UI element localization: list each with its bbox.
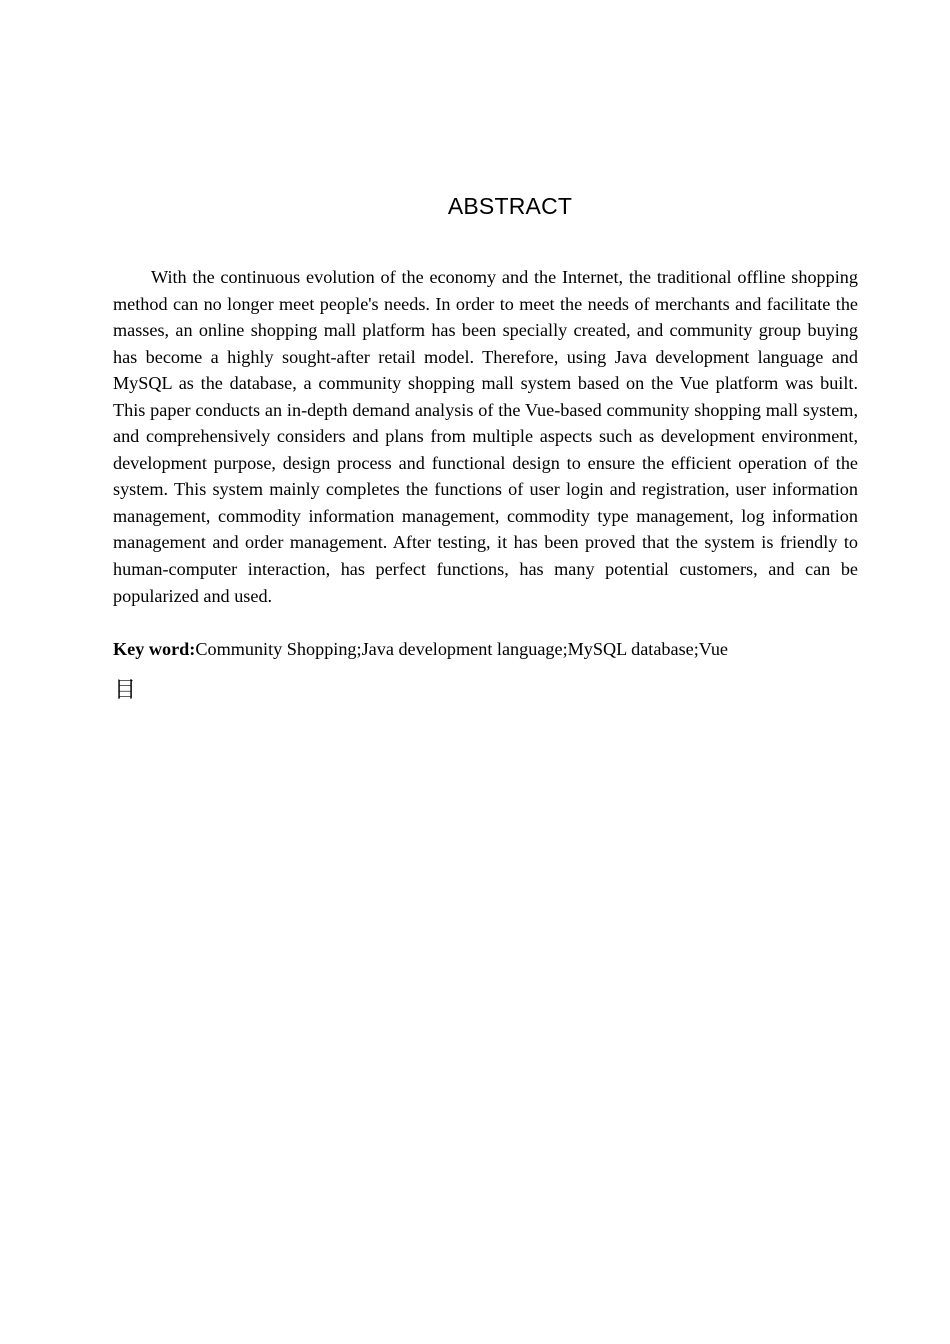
keywords-list: Community Shopping;Java development language;MySQL database;Vue [195, 639, 728, 659]
abstract-title: ABSTRACT [447, 193, 573, 219]
keywords-label: Key word: [113, 639, 196, 659]
abstract-body: With the continuous evolution of the economy and the Internet, the traditional offline shopping method can no longer meet people's needs. In order to meet the needs of merchants and facilitate the masses, an online shopping mall platform has been specially created, and community group buying has become a highly sought-after retail model. Therefore, using Java development language and MySQL as the database, a community shopping mall system based on the Vue platform was built. This paper conducts an in-depth demand analysis of the Vue-based community shopping mall system, and comprehensively considers and plans from multiple aspects such as development environment, development purpose, design process and functional design to ensure the efficient operation of the system. This system mainly completes the functions of user login and registration, user information management, commodity information management, commodity type management, log information management and order management. After testing, it has been proved that the system is friendly to human-computer interaction, has perfect functions, has many potential customers, and can be popularized and used. [113, 267, 858, 606]
toc-heading-fragment: 目 [114, 678, 137, 703]
keywords-line [113, 636, 873, 663]
